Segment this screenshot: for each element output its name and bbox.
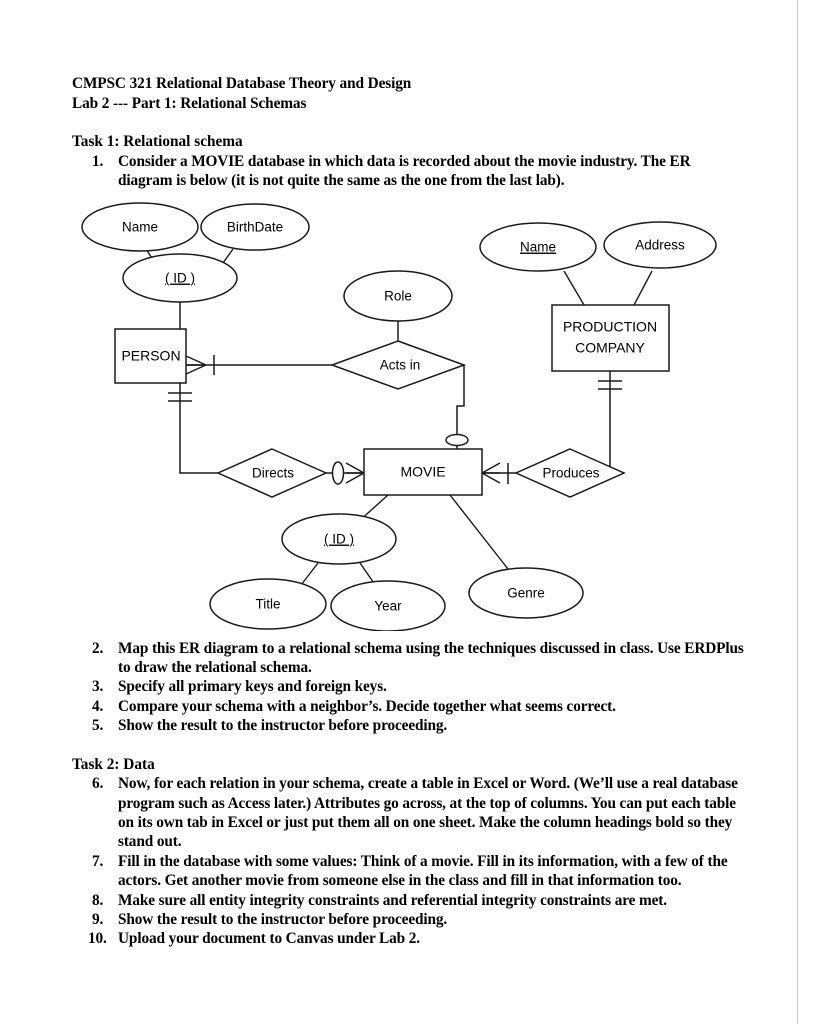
spacer (72, 113, 744, 132)
document-heading (72, 74, 744, 113)
list-item-text: Upload your document to Canvas under Lab 2. (118, 930, 420, 948)
attribute-label: Address (635, 237, 685, 253)
list-item (72, 639, 744, 678)
task1-heading: Task 1: Relational schema (72, 133, 243, 151)
list-item-number: 8. (92, 891, 104, 909)
relationship-label: Produces (542, 465, 600, 481)
entity-label: MOVIE (400, 463, 446, 480)
list-item-number: 4. (92, 697, 104, 715)
cardinality-movie-directs (333, 462, 365, 484)
list-item (72, 677, 744, 696)
attribute-label: Name (519, 239, 557, 255)
relationship-label: Acts in (379, 357, 421, 373)
attribute-movie-year (331, 581, 445, 631)
edge-company-address (634, 271, 652, 305)
list-item (72, 774, 744, 852)
page-right-edge (797, 0, 798, 1024)
attribute-label: Name (121, 219, 159, 235)
attribute-movie-title (210, 579, 326, 629)
list-item-text: Show the result to the instructor before proceeding. (118, 717, 448, 735)
list-item (72, 716, 744, 735)
entity-production-company (552, 305, 669, 371)
attribute-movie-id (282, 514, 396, 564)
list-item-number: 10. (88, 930, 107, 948)
attribute-label: Title (255, 596, 281, 612)
attribute-company-address (604, 222, 716, 268)
task2-list (72, 774, 744, 949)
list-item (72, 152, 744, 191)
attribute-person-id (123, 254, 237, 302)
spacer (72, 736, 744, 755)
entity-label-line2: COMPANY (575, 339, 645, 356)
list-item-number: 7. (92, 852, 104, 870)
attribute-movie-genre (469, 568, 583, 618)
list-item-number: 5. (92, 717, 104, 735)
list-item (72, 891, 744, 910)
task2-heading: Task 2: Data (72, 755, 155, 773)
list-item (72, 852, 744, 891)
list-item-text: Specify all primary keys and foreign keys. (118, 678, 387, 696)
attribute-label: Genre (507, 585, 545, 601)
list-item-text: Make sure all entity integrity constraints and referential integrity constraints are met. (118, 891, 667, 909)
attribute-label: Year (374, 598, 402, 614)
entity-label-line1: PRODUCTION (562, 318, 658, 335)
list-item-number: 6. (92, 775, 104, 793)
attribute-label: ( ID ) (324, 531, 354, 547)
list-item (72, 910, 744, 929)
entity-label: PERSON (121, 347, 181, 364)
attribute-role (344, 271, 452, 321)
list-item (72, 929, 744, 948)
relationship-acts-in (332, 341, 464, 389)
heading-line-2: Lab 2 --- Part 1: Relational Schemas (72, 94, 307, 112)
list-item-number: 2. (92, 639, 104, 657)
list-item-text: Show the result to the instructor before proceeding. (118, 911, 448, 929)
attribute-person-birthdate (201, 204, 309, 250)
attribute-company-name (480, 223, 596, 271)
list-item-number: 3. (92, 678, 104, 696)
edge-movie-genre (450, 495, 508, 569)
list-item-text: Consider a MOVIE database in which data is recorded about the movie industry. The ER diagram is below (it is not quite the same as the one from the last lab). (118, 152, 691, 190)
attribute-label: BirthDate (226, 219, 284, 235)
edge-person-directs (180, 383, 218, 473)
relationship-produces (516, 449, 624, 497)
list-item-text: Compare your schema with a neighbor’s. Decide together what seems correct. (118, 697, 616, 715)
list-item (72, 697, 744, 716)
edge-company-produces (610, 371, 624, 473)
list-item-text: Now, for each relation in your schema, create a table in Excel or Word. (We’ll use a real database program such as Access later.) Attributes go across, at the top of columns. You can put each table on its own tab in Excel or just put them all on one sheet. Make the column headings bold so they stand out. (118, 775, 738, 851)
relationship-directs (218, 449, 326, 497)
attribute-label: Role (384, 288, 412, 304)
attribute-person-name (82, 203, 198, 251)
task1-list (72, 152, 744, 191)
relationship-label: Directs (251, 465, 295, 481)
document-content (72, 74, 744, 949)
entity-movie (364, 449, 482, 495)
entity-person (115, 329, 186, 383)
list-item-text: Fill in the database with some values: Think of a movie. Fill in its information, with a few of the actors. Get another movie from someone else in the class and fill in that information too. (118, 852, 728, 890)
task1-list-continued (72, 639, 744, 736)
list-item-text: Map this ER diagram to a relational schema using the techniques discussed in class. Use ERDPlus to draw the relational schema. (118, 639, 744, 676)
heading-line-1: CMPSC 321 Relational Database Theory and Design (72, 75, 412, 92)
list-item-number: 9. (92, 911, 104, 929)
list-item-number: 1. (92, 152, 104, 170)
edge-company-name (564, 271, 584, 305)
attribute-label: ( ID ) (165, 270, 195, 286)
er-diagram (68, 201, 744, 631)
